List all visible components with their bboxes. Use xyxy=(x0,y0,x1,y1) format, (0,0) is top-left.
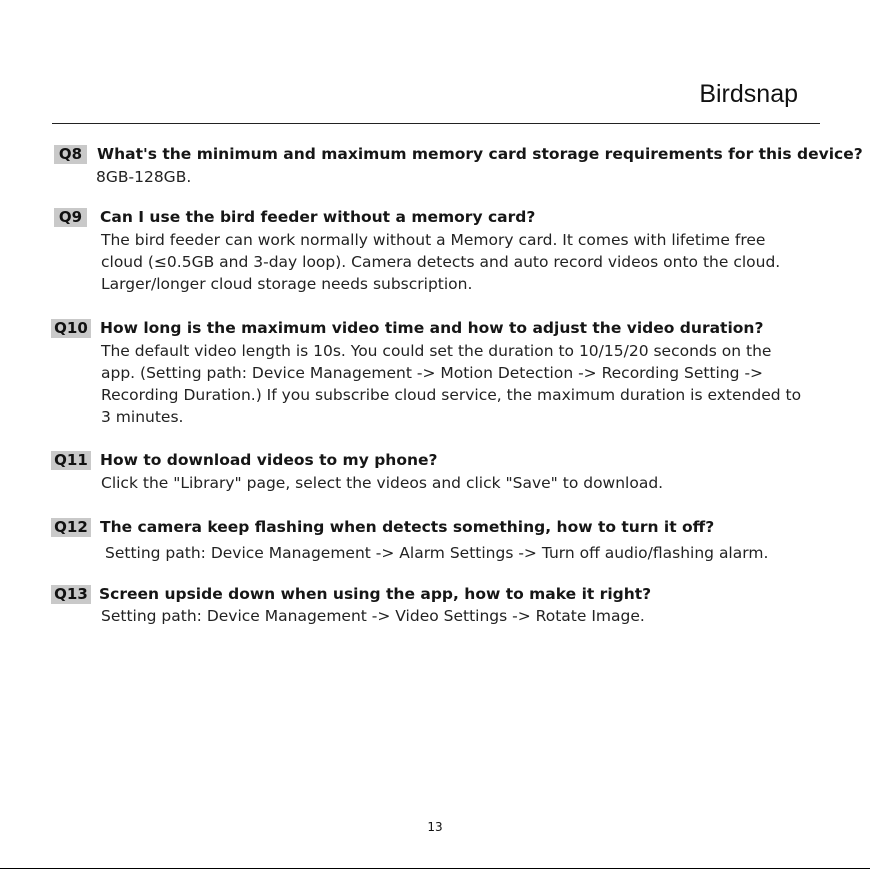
question-number-badge: Q11 xyxy=(51,451,91,470)
question-text: Can I use the bird feeder without a memory card? xyxy=(100,208,536,226)
question-text: Screen upside down when using the app, how to make it right? xyxy=(99,585,652,603)
question-number-badge: Q8 xyxy=(54,145,87,164)
answer-text: Setting path: Device Management -> Video Settings -> Rotate Image. xyxy=(101,607,645,625)
header-divider xyxy=(52,123,820,124)
question-number-badge: Q13 xyxy=(51,585,91,604)
question-text: How to download videos to my phone? xyxy=(100,451,438,469)
question-number-badge: Q12 xyxy=(51,518,91,537)
answer-text: Click the "Library" page, select the videos and click "Save" to download. xyxy=(101,474,664,492)
question-row xyxy=(0,517,870,537)
question-text: How long is the maximum video time and how to adjust the video duration? xyxy=(100,319,764,337)
question-text: The camera keep flashing when detects something, how to turn it off? xyxy=(100,518,715,536)
question-row xyxy=(0,584,870,604)
question-row xyxy=(0,450,870,470)
question-row xyxy=(0,318,870,338)
page-number: 13 xyxy=(427,820,443,834)
answer-text: Setting path: Device Management -> Alarm Settings -> Turn off audio/flashing alarm. xyxy=(105,544,769,562)
answer-text: 8GB-128GB. xyxy=(96,168,192,186)
question-number-badge: Q9 xyxy=(54,208,87,227)
question-row xyxy=(0,144,870,164)
question-row xyxy=(0,207,870,227)
answer-text: The default video length is 10s. You could set the duration to 10/15/20 seconds on the app. (Setting path: Device Management -> Motion Detection -> Recording Setting -> Recording Duration.) If you subscribe cloud service, the maximum duration is extended to 3 minutes. xyxy=(101,342,802,426)
brand-title: Birdsnap xyxy=(699,80,798,108)
answer-text: The bird feeder can work normally without a Memory card. It comes with lifetime free cloud (≤0.5GB and 3-day loop). Camera detects and auto record videos onto the cloud. Larger/longer cloud storage needs subscription. xyxy=(101,231,781,293)
page-bottom-border xyxy=(0,868,870,869)
question-text: What's the minimum and maximum memory card storage requirements for this device? xyxy=(97,145,863,163)
question-number-badge: Q10 xyxy=(51,319,91,338)
